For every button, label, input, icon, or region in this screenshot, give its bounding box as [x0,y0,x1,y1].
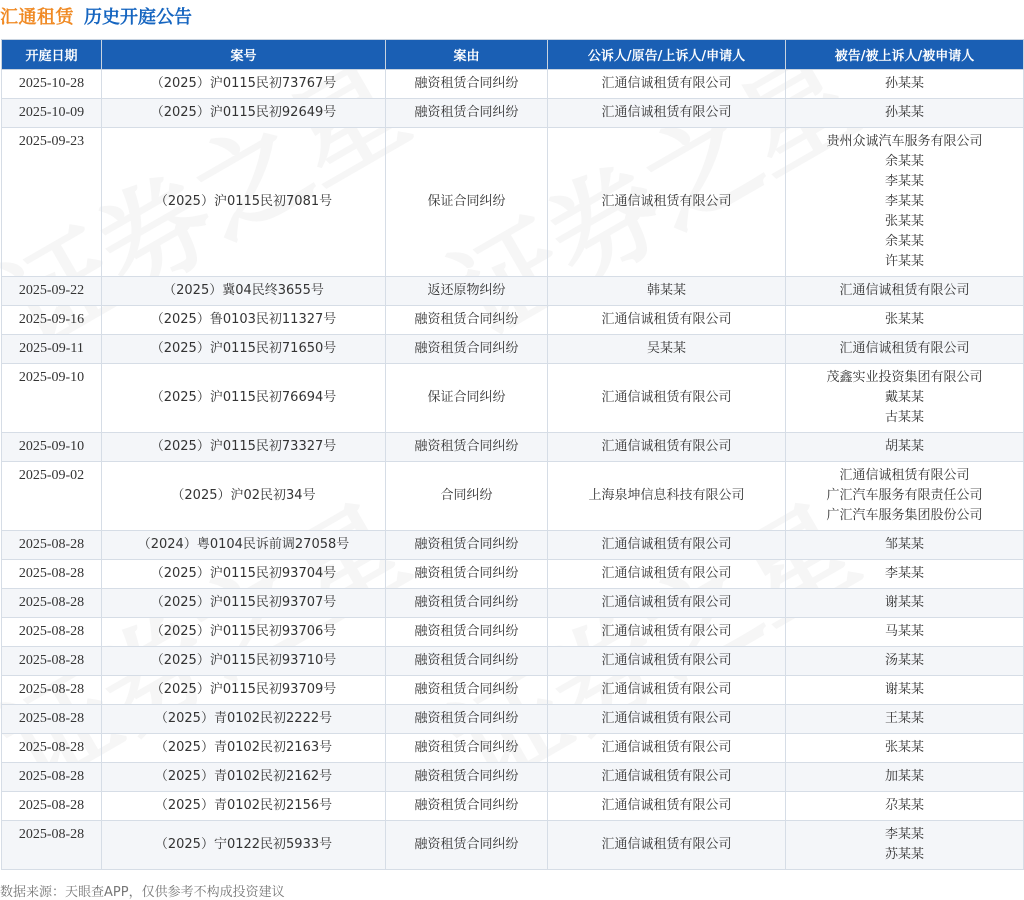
cell-date: 2025-09-10 [2,433,102,462]
cell-plaintiff [548,306,786,335]
cell-date: 2025-09-02 [2,462,102,531]
defendant-name: 古某某 [884,410,924,425]
cell-defendant [786,128,1024,277]
defendant-name: 李某某 [884,827,924,842]
table-row[interactable] [2,647,1024,676]
defendant-name: 广汇汽车服务有限责任公司 [826,488,983,503]
cell-date: 2025-08-28 [2,618,102,647]
cell-defendant [786,734,1024,763]
plaintiff-name: 汇通信诚租赁有限公司 [601,653,732,668]
plaintiff-name: 汇通信诚租赁有限公司 [601,798,732,813]
defendant-name: 汇通信诚租赁有限公司 [839,341,970,356]
table-row[interactable] [2,531,1024,560]
table-row[interactable] [2,821,1024,870]
table-row[interactable] [2,763,1024,792]
cell-plaintiff [548,462,786,531]
cell-cause: 合同纠纷 [386,462,548,531]
defendant-name: 李某某 [884,194,924,209]
cell-plaintiff [548,676,786,705]
cell-date: 2025-09-10 [2,364,102,433]
cell-defendant [786,821,1024,870]
cell-case-no: （2025）沪0115民初93710号 [102,647,386,676]
cell-cause: 融资租赁合同纠纷 [386,589,548,618]
cell-date: 2025-09-11 [2,335,102,364]
cell-defendant [786,560,1024,589]
defendant-name: 戴某某 [884,390,924,405]
cell-defendant [786,647,1024,676]
cell-plaintiff [548,128,786,277]
cell-plaintiff [548,821,786,870]
page-title: 历史开庭公告 [84,7,192,28]
cell-cause: 融资租赁合同纠纷 [386,647,548,676]
plaintiff-name: 汇通信诚租赁有限公司 [601,566,732,581]
cell-defendant [786,676,1024,705]
page-header [0,3,192,29]
table-row[interactable] [2,70,1024,99]
cell-defendant [786,335,1024,364]
cell-defendant [786,589,1024,618]
cell-cause: 融资租赁合同纠纷 [386,763,548,792]
cell-case-no: （2025）沪0115民初93706号 [102,618,386,647]
defendant-name: 许某某 [884,254,924,269]
table-row[interactable] [2,277,1024,306]
cell-case-no: （2025）青0102民初2163号 [102,734,386,763]
cell-case-no: （2025）沪0115民初93704号 [102,560,386,589]
cell-defendant [786,306,1024,335]
column-header-plaintiff[interactable]: 公诉人/原告/上诉人/申请人 [548,40,786,70]
table-row[interactable] [2,335,1024,364]
plaintiff-name: 汇通信诚租赁有限公司 [601,537,732,552]
cell-date: 2025-08-28 [2,821,102,870]
table-row[interactable] [2,676,1024,705]
defendant-name: 谢某某 [884,595,924,610]
defendant-name: 孙某某 [884,76,924,91]
cell-case-no: （2025）冀04民终3655号 [102,277,386,306]
table-row[interactable] [2,734,1024,763]
plaintiff-name: 汇通信诚租赁有限公司 [601,711,732,726]
cell-defendant [786,763,1024,792]
cell-date: 2025-09-16 [2,306,102,335]
plaintiff-name: 汇通信诚租赁有限公司 [601,194,732,209]
cell-plaintiff [548,763,786,792]
defendant-name: 汇通信诚租赁有限公司 [839,468,970,483]
table-row[interactable] [2,306,1024,335]
defendant-name: 马某某 [884,624,924,639]
cell-cause: 融资租赁合同纠纷 [386,70,548,99]
table-header-row [2,40,1024,70]
cell-date: 2025-08-28 [2,763,102,792]
cell-date: 2025-08-28 [2,589,102,618]
cell-plaintiff [548,589,786,618]
cell-defendant [786,531,1024,560]
defendant-name: 李某某 [884,174,924,189]
cell-case-no: （2025）沪0115民初71650号 [102,335,386,364]
cell-cause: 融资租赁合同纠纷 [386,705,548,734]
cell-cause: 融资租赁合同纠纷 [386,676,548,705]
cell-case-no: （2025）沪0115民初7081号 [102,128,386,277]
cell-date: 2025-09-22 [2,277,102,306]
table-row[interactable] [2,792,1024,821]
cell-date: 2025-09-23 [2,128,102,277]
plaintiff-name: 汇通信诚租赁有限公司 [601,740,732,755]
cell-date: 2025-08-28 [2,647,102,676]
plaintiff-name: 汇通信诚租赁有限公司 [601,595,732,610]
table-body [2,70,1024,870]
cell-case-no: （2025）鲁0103民初11327号 [102,306,386,335]
defendant-name: 余某某 [884,234,924,249]
plaintiff-name: 韩某某 [646,283,686,298]
cell-case-no: （2025）沪0115民初93707号 [102,589,386,618]
defendant-name: 汤某某 [884,653,924,668]
cell-case-no: （2025）沪0115民初76694号 [102,364,386,433]
cell-plaintiff [548,70,786,99]
cell-case-no: （2025）青0102民初2222号 [102,705,386,734]
cell-cause: 融资租赁合同纠纷 [386,792,548,821]
cell-case-no: （2025）宁0122民初5933号 [102,821,386,870]
defendant-name: 王某某 [884,711,924,726]
court-announcement-table [1,39,1024,870]
defendant-name: 广汇汽车服务集团股份公司 [826,508,983,523]
cell-case-no: （2025）沪02民初34号 [102,462,386,531]
cell-plaintiff [548,335,786,364]
defendant-name: 胡某某 [884,439,924,454]
cell-cause: 融资租赁合同纠纷 [386,821,548,870]
table-row[interactable] [2,433,1024,462]
plaintiff-name: 汇通信诚租赁有限公司 [601,769,732,784]
cell-case-no: （2025）沪0115民初92649号 [102,99,386,128]
plaintiff-name: 汇通信诚租赁有限公司 [601,439,732,454]
cell-plaintiff [548,364,786,433]
defendant-name: 张某某 [884,312,924,327]
cell-date: 2025-10-09 [2,99,102,128]
table-row[interactable] [2,560,1024,589]
plaintiff-name: 汇通信诚租赁有限公司 [601,390,732,405]
cell-cause: 融资租赁合同纠纷 [386,99,548,128]
cell-cause: 融资租赁合同纠纷 [386,433,548,462]
table-row[interactable] [2,462,1024,531]
table-row[interactable] [2,705,1024,734]
cell-date: 2025-08-28 [2,531,102,560]
cell-case-no: （2025）青0102民初2162号 [102,763,386,792]
table-row[interactable] [2,618,1024,647]
defendant-name: 汇通信诚租赁有限公司 [839,283,970,298]
cell-cause: 融资租赁合同纠纷 [386,306,548,335]
cell-cause: 融资租赁合同纠纷 [386,335,548,364]
column-header-case-no[interactable]: 案号 [102,40,386,70]
plaintiff-name: 上海泉坤信息科技有限公司 [588,488,745,503]
cell-case-no: （2025）沪0115民初73767号 [102,70,386,99]
cell-defendant [786,99,1024,128]
cell-case-no: （2025）沪0115民初93709号 [102,676,386,705]
cell-cause: 融资租赁合同纠纷 [386,531,548,560]
defendant-name: 加某某 [884,769,924,784]
cell-date: 2025-08-28 [2,676,102,705]
cell-case-no: （2024）粤0104民诉前调27058号 [102,531,386,560]
plaintiff-name: 汇通信诚租赁有限公司 [601,76,732,91]
cell-defendant [786,364,1024,433]
plaintiff-name: 吴某某 [646,341,686,356]
cell-date: 2025-10-28 [2,70,102,99]
plaintiff-name: 汇通信诚租赁有限公司 [601,837,732,852]
defendant-name: 邹某某 [884,537,924,552]
cell-plaintiff [548,734,786,763]
cell-plaintiff [548,792,786,821]
defendant-name: 苏某某 [884,847,924,862]
column-header-cause[interactable]: 案由 [386,40,548,70]
defendant-name: 贵州众诚汽车服务有限公司 [826,134,983,149]
table-row[interactable] [2,589,1024,618]
cell-defendant [786,792,1024,821]
cell-cause: 融资租赁合同纠纷 [386,618,548,647]
cell-defendant [786,705,1024,734]
defendant-name: 孙某某 [884,105,924,120]
defendant-name: 尕某某 [884,798,924,813]
cell-cause: 融资租赁合同纠纷 [386,560,548,589]
plaintiff-name: 汇通信诚租赁有限公司 [601,105,732,120]
table-row[interactable] [2,364,1024,433]
cell-date: 2025-08-28 [2,560,102,589]
cell-cause: 保证合同纠纷 [386,364,548,433]
cell-date: 2025-08-28 [2,705,102,734]
table-row[interactable] [2,128,1024,277]
cell-plaintiff [548,618,786,647]
cell-plaintiff [548,560,786,589]
cell-defendant [786,462,1024,531]
defendant-name: 茂鑫实业投资集团有限公司 [826,370,983,385]
cell-case-no: （2025）青0102民初2156号 [102,792,386,821]
defendant-name: 谢某某 [884,682,924,697]
cell-plaintiff [548,705,786,734]
defendant-name: 张某某 [884,740,924,755]
cell-plaintiff [548,531,786,560]
cell-plaintiff [548,433,786,462]
company-name: 汇通租赁 [0,7,74,28]
plaintiff-name: 汇通信诚租赁有限公司 [601,624,732,639]
cell-date: 2025-08-28 [2,734,102,763]
defendant-name: 余某某 [884,154,924,169]
defendant-name: 张某某 [884,214,924,229]
column-header-date[interactable]: 开庭日期 [2,40,102,70]
cell-plaintiff [548,647,786,676]
plaintiff-name: 汇通信诚租赁有限公司 [601,312,732,327]
cell-cause: 返还原物纠纷 [386,277,548,306]
column-header-defendant[interactable]: 被告/被上诉人/被申请人 [786,40,1024,70]
cell-defendant [786,618,1024,647]
cell-plaintiff [548,277,786,306]
cell-defendant [786,433,1024,462]
table-row[interactable] [2,99,1024,128]
cell-plaintiff [548,99,786,128]
cell-cause: 融资租赁合同纠纷 [386,734,548,763]
plaintiff-name: 汇通信诚租赁有限公司 [601,682,732,697]
court-announcement-table-wrap [1,39,1023,870]
cell-defendant [786,277,1024,306]
defendant-name: 李某某 [884,566,924,581]
cell-cause: 保证合同纠纷 [386,128,548,277]
cell-defendant [786,70,1024,99]
data-source-note: 数据来源：天眼查APP，仅供参考不构成投资建议 [0,885,285,900]
cell-case-no: （2025）沪0115民初73327号 [102,433,386,462]
cell-date: 2025-08-28 [2,792,102,821]
